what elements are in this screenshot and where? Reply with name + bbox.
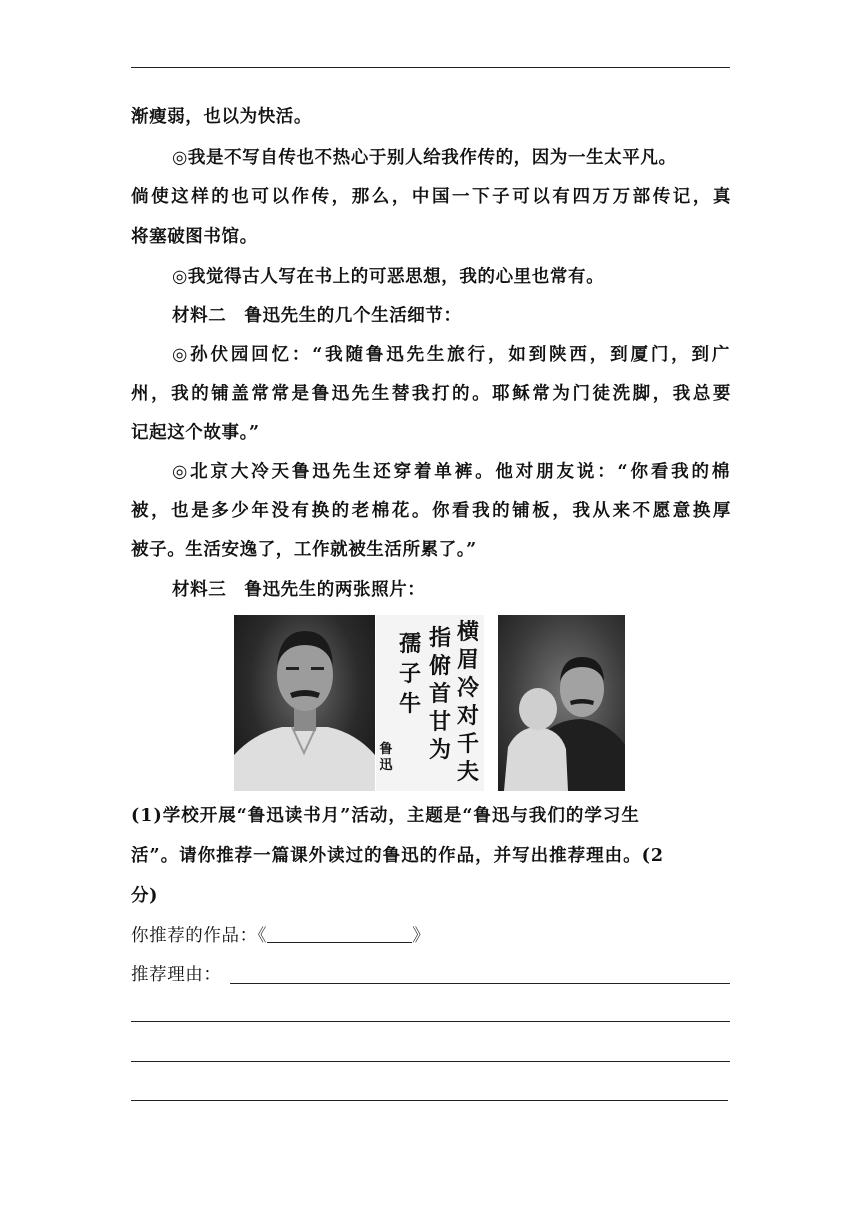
calligraphy-char: 冷	[456, 675, 480, 701]
text-line: ◎北京大冷天鲁迅先生还穿着单裤。他对朋友说：“你看我的棉	[172, 462, 730, 482]
calligraphy-char: 指	[428, 625, 452, 651]
text-line: 州，我的铺盖常常是鲁迅先生替我打的。耶稣常为门徒洗脚，我总要	[131, 384, 731, 404]
calligraphy-text	[376, 615, 484, 791]
family-photo	[498, 615, 625, 791]
answer-line[interactable]	[131, 1021, 730, 1022]
calligraphy-char: 横	[456, 619, 480, 645]
text-line: 被，也是多少年没有换的老棉花。你看我的铺板，我从来不愿意换厚	[131, 501, 731, 521]
calligraphy-char: 眉	[456, 647, 480, 673]
family-figures	[498, 615, 625, 791]
recommended-work-close: 》	[412, 926, 431, 946]
calligraphy-char: 夫	[456, 759, 480, 785]
text-line: ◎孙伏园回忆：“我随鲁迅先生旅行，如到陕西，到厦门，到广	[172, 345, 730, 365]
calligraphy-char: 为	[428, 737, 452, 763]
text-line: 渐瘦弱，也以为快活。	[131, 107, 312, 127]
reason-answer-line[interactable]	[230, 983, 730, 984]
recommended-work-label: 你推荐的作品：《	[131, 926, 268, 946]
answer-line[interactable]	[131, 1061, 730, 1062]
text-line: ◎我觉得古人写在书上的可恶思想，我的心里也常有。	[172, 267, 605, 287]
calligraphy-char: 牛	[398, 691, 422, 717]
text-line: 倘使这样的也可以作传，那么，中国一下子可以有四万万部传记，真	[131, 187, 731, 207]
calligraphy-char: 甘	[428, 709, 452, 735]
question-line: 分)	[131, 886, 158, 906]
portrait-photo	[234, 615, 375, 791]
text-line: 将塞破图书馆。	[131, 227, 258, 247]
answer-line[interactable]	[131, 1100, 728, 1101]
recommended-work-blank[interactable]	[267, 924, 412, 943]
material-heading: 材料三 鲁迅先生的两张照片：	[172, 580, 426, 600]
calligraphy-image	[376, 615, 484, 791]
question-line: (1)学校开展“鲁迅读书月”活动，主题是“鲁迅与我们的学习生	[131, 806, 640, 826]
portrait-figure	[234, 615, 375, 791]
text-line: ◎我是不写自传也不热心于别人给我作传的，因为一生太平凡。	[172, 148, 677, 168]
material-heading: 材料二 鲁迅先生的几个生活细节：	[172, 306, 462, 326]
reason-label: 推荐理由：	[131, 965, 222, 985]
recommended-work-row	[131, 924, 731, 948]
text-line: 记起这个故事。”	[131, 423, 260, 443]
calligraphy-char: 俯	[428, 653, 452, 679]
question-line: 活”。请你推荐一篇课外读过的鲁迅的作品，并写出推荐理由。(2	[131, 846, 665, 866]
signature-char: 迅	[379, 758, 393, 773]
signature-char: 鲁	[379, 742, 393, 757]
photo-strip	[234, 615, 625, 791]
calligraphy-char: 对	[456, 703, 480, 729]
text-line: 被子。生活安逸了，工作就被生活所累了。”	[131, 540, 477, 560]
calligraphy-char: 孺	[398, 631, 422, 657]
calligraphy-char: 千	[456, 731, 480, 757]
calligraphy-char: 首	[428, 681, 452, 707]
calligraphy-char: 子	[398, 661, 422, 687]
header-rule	[131, 67, 730, 68]
